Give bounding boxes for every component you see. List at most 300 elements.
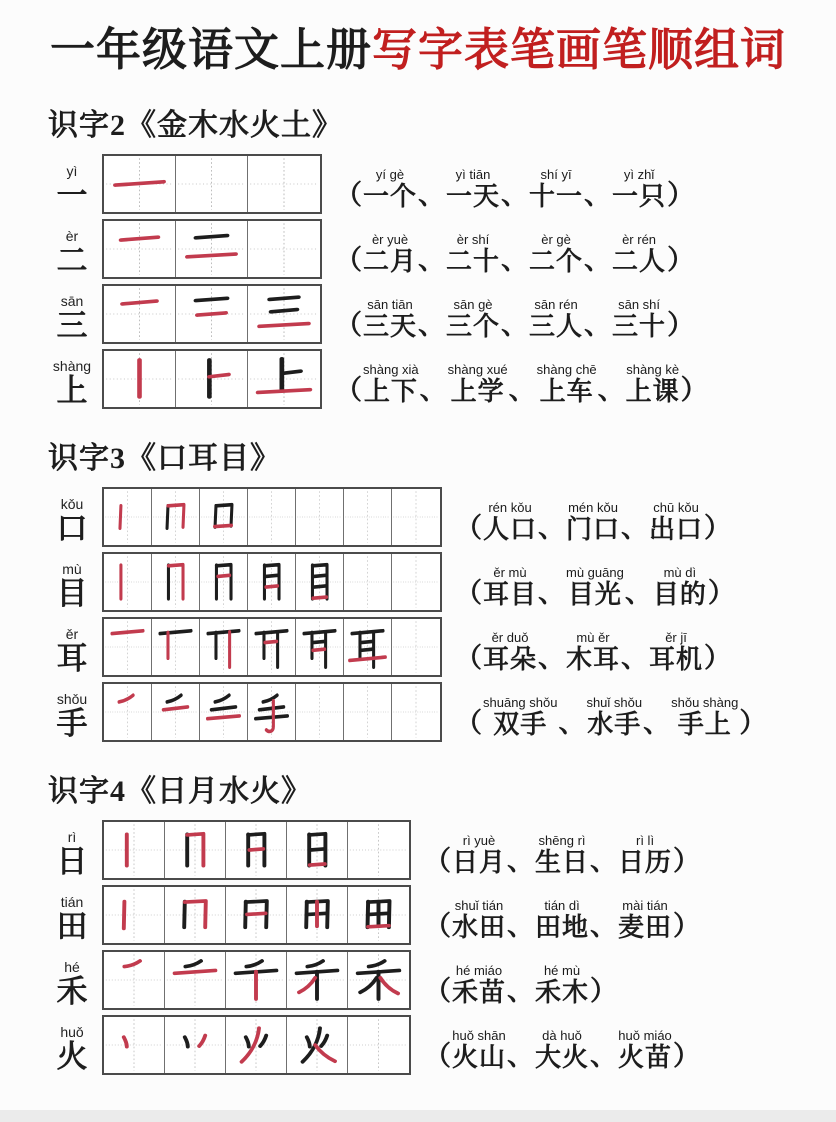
word-item — [448, 363, 508, 406]
stroke-cell — [176, 351, 248, 407]
stroke-cell-canvas — [287, 822, 347, 878]
stroke-cell — [287, 1017, 348, 1073]
stroke-order-grid — [102, 349, 322, 409]
open-paren-label: （ — [335, 179, 362, 210]
character-block — [44, 228, 100, 278]
word-text: 出口 — [649, 515, 704, 545]
stroke-cell — [176, 156, 248, 212]
word-text: 水手 — [587, 710, 642, 740]
word-item — [452, 964, 506, 1007]
word-text: 二人 — [612, 247, 667, 277]
previous-stroke — [185, 960, 201, 966]
previous-stroke — [361, 641, 373, 642]
previous-stroke — [310, 848, 324, 849]
current-stroke — [124, 960, 140, 966]
current-stroke — [197, 312, 225, 314]
current-stroke — [313, 597, 327, 598]
stroke-cell-canvas — [392, 684, 440, 740]
word-text: 上学 — [450, 377, 505, 407]
stroke-cell — [226, 887, 287, 943]
words-group — [455, 631, 731, 677]
previous-stroke — [263, 695, 277, 702]
stroke-cell — [296, 489, 344, 545]
open-paren-label: （ — [424, 1040, 451, 1071]
words-group — [335, 363, 708, 409]
stroke-cell-canvas — [248, 351, 320, 407]
word-pinyin: mén kǒu — [568, 499, 618, 515]
previous-stroke — [196, 298, 227, 300]
open-paren-label: （ — [335, 309, 362, 340]
word-pinyin: shuǐ tián — [454, 897, 504, 913]
section-heading: 识字4《日月水火》 — [48, 774, 312, 808]
word-pinyin: shàng chē — [536, 361, 597, 377]
stroke-cell — [248, 156, 320, 212]
word-item — [671, 696, 738, 739]
previous-stroke — [282, 371, 301, 373]
previous-stroke — [260, 1035, 266, 1046]
character-pinyin: sān — [60, 293, 84, 310]
current-stroke — [218, 575, 230, 576]
stroke-cell-canvas — [226, 887, 286, 943]
stroke-cell-canvas — [104, 1017, 164, 1073]
word-separator-label: 、 — [584, 179, 612, 210]
word-pinyin: mù dì — [663, 564, 697, 580]
word-text: 三天 — [363, 312, 418, 342]
stroke-cell-canvas — [248, 286, 320, 342]
words-group — [424, 834, 700, 880]
stroke-order-grid — [102, 820, 411, 880]
word-text: 手上 — [677, 710, 732, 740]
stroke-cell — [296, 684, 344, 740]
stroke-cell-canvas — [248, 619, 295, 675]
character-row — [44, 219, 836, 279]
open-paren-label: （ — [455, 707, 482, 738]
stroke-cell-canvas — [226, 1017, 286, 1073]
stroke-cell-canvas — [392, 554, 440, 610]
lesson-section — [0, 766, 836, 1075]
open-paren-label: （ — [424, 845, 451, 876]
word-text: 日月 — [452, 848, 507, 878]
current-stroke — [168, 504, 184, 526]
stroke-cell-canvas — [348, 822, 409, 878]
stroke-cell — [200, 684, 248, 740]
word-item — [626, 363, 680, 406]
close-paren-label: ） — [673, 1040, 701, 1071]
word-text: 三人 — [529, 312, 584, 342]
close-paren-label: ） — [590, 975, 618, 1006]
stroke-cell — [165, 1017, 226, 1073]
current-stroke — [112, 630, 143, 633]
character-pinyin: èr — [65, 228, 79, 245]
stroke-cell-canvas — [248, 221, 320, 277]
previous-stroke — [314, 585, 326, 586]
stroke-cell-canvas — [200, 619, 247, 675]
word-pinyin: rén kǒu — [488, 499, 532, 515]
character-row — [44, 950, 836, 1010]
word-item — [618, 899, 672, 942]
word-item — [537, 363, 597, 406]
word-pinyin: shàng xià — [363, 361, 419, 377]
character-block — [44, 829, 100, 879]
word-separator-label: 、 — [590, 910, 618, 941]
previous-stroke — [215, 695, 229, 702]
stroke-cell-canvas — [176, 221, 247, 277]
stroke-cell — [176, 286, 248, 342]
current-stroke — [368, 925, 389, 926]
character-row — [44, 1015, 836, 1075]
stroke-cell — [248, 684, 296, 740]
lesson-section — [0, 100, 836, 409]
stroke-cell-canvas — [226, 952, 286, 1008]
stroke-cell-canvas — [152, 489, 199, 545]
word-separator-label: 、 — [538, 577, 566, 608]
word-pinyin: sān tiān — [367, 296, 413, 312]
stroke-cell-canvas — [104, 221, 175, 277]
stroke-cell-canvas — [165, 1017, 225, 1073]
previous-stroke — [246, 960, 262, 966]
word-text: 生日 — [535, 848, 590, 878]
stroke-cell — [392, 489, 440, 545]
stroke-cell-canvas — [248, 156, 320, 212]
word-text: 麦田 — [618, 913, 673, 943]
open-paren-label: （ — [455, 512, 482, 543]
page-title — [0, 0, 836, 76]
previous-stroke — [270, 297, 299, 299]
stroke-cell — [287, 952, 348, 1008]
stroke-cell — [248, 221, 320, 277]
stroke-cell — [104, 684, 152, 740]
character-row — [44, 552, 836, 612]
stroke-cell-canvas — [344, 489, 391, 545]
stroke-cell — [248, 554, 296, 610]
word-item — [566, 631, 620, 674]
stroke-cell — [248, 619, 296, 675]
previous-stroke — [352, 630, 383, 633]
character-block — [44, 561, 100, 611]
stroke-cell — [152, 554, 200, 610]
word-text: 耳目 — [483, 580, 538, 610]
stroke-cell — [165, 887, 226, 943]
stroke-cell-canvas — [200, 489, 247, 545]
words-group — [424, 1029, 700, 1075]
word-item — [649, 501, 703, 544]
stroke-cell — [226, 1017, 287, 1073]
character-row — [44, 885, 836, 945]
close-paren-label: ） — [667, 309, 695, 340]
words-group — [455, 696, 766, 742]
stroke-cell-canvas — [104, 351, 175, 407]
word-pinyin: sān rén — [534, 296, 578, 312]
stroke-cell — [104, 822, 165, 878]
stroke-cell-canvas — [176, 351, 247, 407]
word-item — [566, 566, 624, 609]
previous-stroke — [321, 1035, 327, 1046]
open-paren-label: （ — [455, 577, 482, 608]
character-block — [44, 358, 100, 408]
word-pinyin: shàng xué — [447, 361, 508, 377]
current-stroke — [208, 715, 240, 718]
word-item — [612, 298, 666, 341]
current-stroke — [249, 848, 263, 849]
stroke-cell-canvas — [348, 1017, 409, 1073]
previous-stroke — [314, 575, 326, 576]
character-label: 上 — [56, 372, 88, 408]
stroke-cell — [104, 952, 165, 1008]
character-label: 二 — [56, 242, 88, 278]
character-block — [44, 1024, 100, 1074]
character-label: 日 — [56, 843, 88, 879]
current-stroke — [215, 525, 232, 526]
close-paren-label: ） — [673, 845, 701, 876]
previous-stroke — [256, 630, 287, 633]
previous-stroke — [216, 564, 231, 598]
stroke-cell-canvas — [104, 286, 175, 342]
stroke-cell — [152, 489, 200, 545]
current-stroke — [313, 649, 325, 650]
stroke-cell-canvas — [104, 156, 175, 212]
word-item — [452, 1029, 506, 1072]
open-paren-label: （ — [335, 374, 362, 405]
open-paren-label: （ — [335, 244, 362, 275]
character-block — [44, 691, 100, 741]
character-row — [44, 349, 836, 409]
stroke-order-grid — [102, 682, 442, 742]
current-stroke — [199, 1035, 205, 1046]
close-paren-label: ） — [707, 577, 735, 608]
word-text: 木耳 — [566, 645, 621, 675]
previous-stroke — [216, 504, 232, 525]
stroke-cell — [344, 489, 392, 545]
word-separator-label: 、 — [507, 1040, 535, 1071]
stroke-cell-canvas — [165, 887, 225, 943]
stroke-cell — [348, 1017, 409, 1073]
word-text: 三个 — [446, 312, 501, 342]
open-paren-label: （ — [424, 975, 451, 1006]
words-group — [335, 233, 694, 279]
word-item — [452, 834, 506, 877]
word-text: 一只 — [612, 182, 667, 212]
word-text: 上车 — [539, 377, 594, 407]
word-pinyin: chū kǒu — [653, 499, 699, 515]
previous-stroke — [264, 564, 279, 598]
word-item — [529, 233, 583, 276]
stroke-cell — [287, 822, 348, 878]
stroke-cell — [226, 952, 287, 1008]
word-separator-label: 、 — [597, 374, 625, 405]
word-item — [446, 233, 500, 276]
stroke-order-grid — [102, 154, 322, 214]
word-pinyin: sān gè — [453, 296, 493, 312]
current-stroke — [258, 389, 310, 392]
stroke-cell-canvas — [248, 684, 295, 740]
current-stroke — [350, 657, 386, 660]
previous-stroke — [215, 505, 216, 526]
previous-stroke — [184, 901, 185, 927]
character-row — [44, 617, 836, 677]
character-label: 一 — [56, 177, 88, 213]
previous-stroke — [167, 695, 181, 702]
stroke-cell — [104, 489, 152, 545]
previous-stroke — [167, 505, 168, 527]
word-separator-label: 、 — [508, 374, 536, 405]
close-paren-label: ） — [667, 244, 695, 275]
stroke-cell-canvas — [392, 489, 440, 545]
close-paren-label: ） — [680, 374, 708, 405]
word-item — [612, 168, 666, 211]
section-heading: 识字3《口耳目》 — [48, 441, 281, 475]
character-block — [44, 496, 100, 546]
word-item — [618, 1029, 672, 1072]
word-text: 双手 — [493, 710, 548, 740]
word-item — [612, 233, 666, 276]
footer-strip — [0, 1110, 836, 1122]
stroke-cell — [344, 554, 392, 610]
character-block — [44, 894, 100, 944]
character-block — [44, 163, 100, 213]
word-pinyin: mài tián — [622, 897, 668, 913]
word-pinyin: ěr jī — [665, 629, 687, 645]
word-separator-label: 、 — [590, 1040, 618, 1071]
word-pinyin: èr yuè — [371, 231, 409, 247]
stroke-cell-canvas — [392, 619, 440, 675]
stroke-cell — [344, 619, 392, 675]
words-group — [335, 168, 694, 214]
previous-stroke — [266, 575, 278, 576]
stroke-cell — [200, 554, 248, 610]
word-text: 上下 — [363, 377, 418, 407]
current-stroke — [310, 864, 325, 865]
open-paren-label: （ — [455, 642, 482, 673]
stroke-cell-canvas — [348, 952, 409, 1008]
word-separator-label: 、 — [507, 975, 535, 1006]
word-item — [363, 298, 417, 341]
word-separator-label: 、 — [419, 374, 447, 405]
character-pinyin: huǒ — [60, 1024, 84, 1041]
previous-stroke — [307, 960, 323, 966]
word-text: 大火 — [535, 1043, 590, 1073]
stroke-cell-canvas — [248, 489, 295, 545]
word-separator-label: 、 — [418, 244, 446, 275]
stroke-cell — [348, 822, 409, 878]
word-text: 三十 — [612, 312, 667, 342]
word-text: 耳机 — [649, 645, 704, 675]
stroke-cell — [296, 619, 344, 675]
stroke-cell-canvas — [200, 684, 247, 740]
word-pinyin: shí yī — [540, 166, 572, 182]
word-separator-label: 、 — [501, 179, 529, 210]
stroke-cell-canvas — [104, 489, 151, 545]
current-stroke — [187, 254, 235, 257]
stroke-cell-canvas — [152, 684, 199, 740]
previous-stroke — [256, 715, 288, 718]
previous-stroke — [259, 706, 283, 709]
word-text: 门口 — [566, 515, 621, 545]
word-separator-label: 、 — [418, 179, 446, 210]
previous-stroke — [313, 641, 325, 642]
character-label: 火 — [56, 1038, 88, 1074]
stroke-order-grid — [102, 552, 442, 612]
current-stroke — [265, 641, 277, 642]
word-separator-label: 、 — [624, 577, 652, 608]
word-item — [535, 834, 589, 877]
word-pinyin: hé mù — [543, 962, 581, 978]
close-paren-label: ） — [673, 910, 701, 941]
word-pinyin: èr shí — [456, 231, 490, 247]
word-separator-label: 、 — [584, 309, 612, 340]
word-pinyin: èr rén — [622, 231, 657, 247]
word-text: 二个 — [529, 247, 584, 277]
word-item — [535, 1029, 589, 1072]
character-pinyin: kǒu — [60, 496, 84, 513]
word-text: 禾木 — [535, 978, 590, 1008]
character-row — [44, 284, 836, 344]
character-label: 口 — [56, 510, 88, 546]
stroke-order-grid — [102, 1015, 411, 1075]
stroke-order-grid — [102, 487, 442, 547]
word-text: 日历 — [618, 848, 673, 878]
stroke-cell — [104, 351, 176, 407]
word-pinyin: shuǐ shǒu — [586, 694, 643, 710]
close-paren-label: ） — [739, 707, 767, 738]
stroke-cell — [348, 887, 409, 943]
previous-stroke — [304, 630, 335, 633]
words-group — [455, 501, 731, 547]
word-pinyin: mù ěr — [576, 629, 610, 645]
stroke-cell — [392, 619, 440, 675]
word-item — [649, 631, 703, 674]
word-pinyin: rì yuè — [462, 832, 496, 848]
words-group — [424, 899, 700, 945]
stroke-cell-canvas — [226, 822, 286, 878]
stroke-cell-canvas — [176, 156, 247, 212]
current-stroke — [121, 237, 158, 240]
word-item — [535, 964, 589, 1007]
word-text: 十一 — [529, 182, 584, 212]
stroke-cell-canvas — [287, 1017, 347, 1073]
word-separator-label: 、 — [418, 309, 446, 340]
word-item — [483, 696, 557, 739]
stroke-cell — [176, 221, 248, 277]
stroke-cell — [226, 822, 287, 878]
current-stroke — [120, 505, 121, 527]
word-text: 一个 — [363, 182, 418, 212]
stroke-cell — [152, 684, 200, 740]
word-item — [618, 834, 672, 877]
character-label: 目 — [56, 575, 88, 611]
current-stroke — [122, 301, 156, 304]
word-item — [446, 168, 500, 211]
word-pinyin: yí gè — [375, 166, 405, 182]
word-item — [529, 168, 583, 211]
word-item — [483, 566, 537, 609]
previous-stroke — [369, 960, 385, 966]
word-pinyin: èr gè — [541, 231, 571, 247]
word-separator-label: 、 — [590, 845, 618, 876]
character-pinyin: yì — [66, 163, 78, 180]
previous-stroke — [361, 649, 373, 650]
word-pinyin: sān shí — [618, 296, 661, 312]
word-pinyin: ěr duǒ — [491, 629, 529, 645]
current-stroke — [175, 970, 216, 973]
word-text: 人口 — [483, 515, 538, 545]
character-block — [44, 626, 100, 676]
current-stroke — [380, 977, 398, 993]
stroke-cell-canvas — [152, 554, 199, 610]
word-separator-label: 、 — [584, 244, 612, 275]
current-stroke — [247, 913, 266, 914]
word-pinyin: yì tiān — [455, 166, 491, 182]
word-item — [483, 631, 537, 674]
